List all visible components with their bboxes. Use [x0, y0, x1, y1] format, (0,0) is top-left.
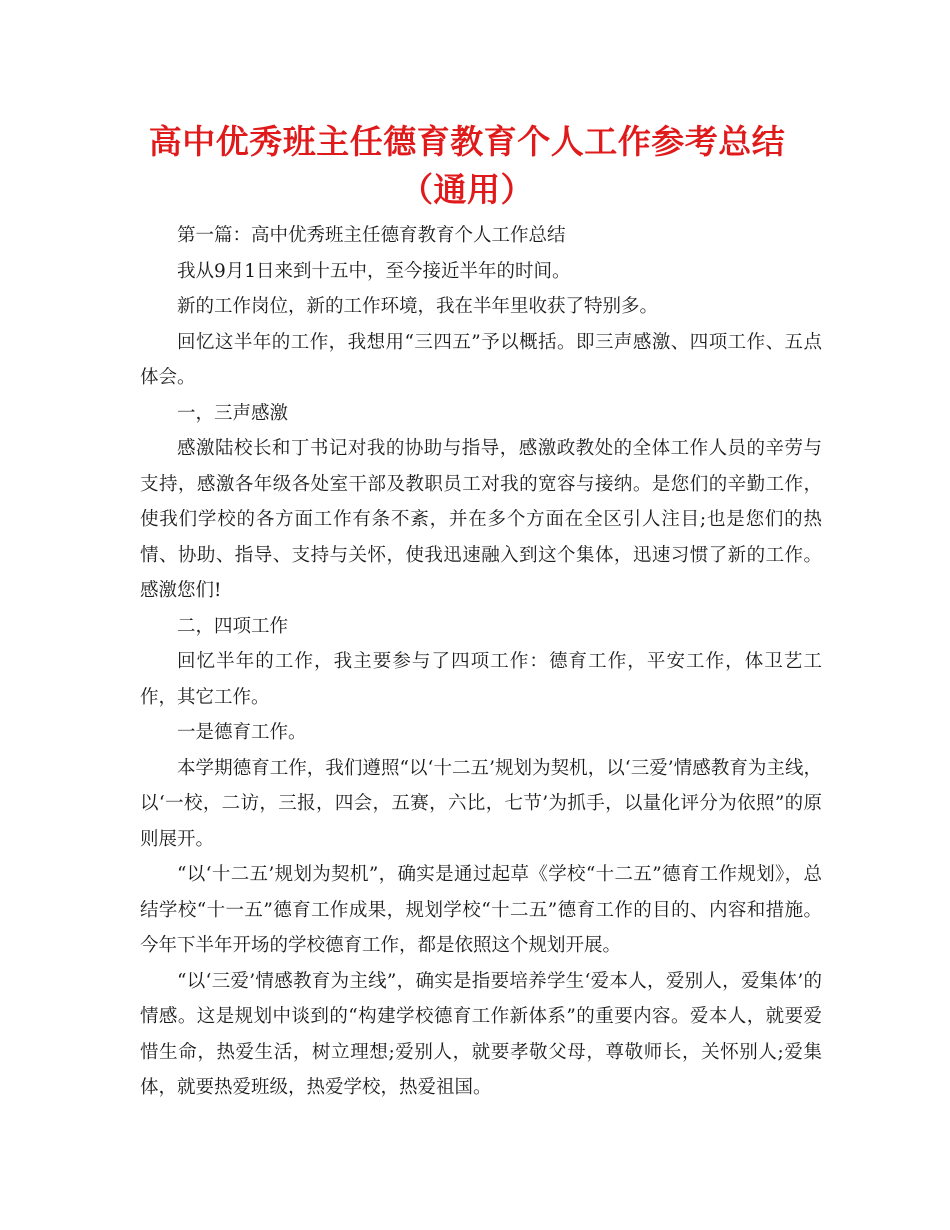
paragraph: 感激陆校长和丁书记对我的协助与指导，感激政教处的全体工作人员的辛劳与支持，感激各年级各处室干部及教职员工对我的宽容与接纳。是您们的辛勤工作，使我们学校的各方面工作有条不紊，并在多个方面在全区引人注目;也是您们的热情、协助、指导、支持与关怀，使我迅速融入到这个集体，迅速习惯了新的工作。感激您们!	[140, 438, 822, 601]
document-title: 高中优秀班主任德育教育个人工作参考总结（通用）	[148, 122, 786, 209]
paragraph-subheading: 一是德育工作。	[177, 722, 307, 743]
paragraph: “以‘三爱’情感教育为主线”，确实是指要培养学生‘爱本人，爱别人，爱集体’的情感。这是规划中谈到的“构建学校德育工作新体系”的重要内容。爱本人，就要爱惜生命，热爱生活，树立理想;爱别人，就要孝敬父母，尊敬师长，关怀别人;爱集体，就要热爱班级，热爱学校，热爱祖国。	[140, 970, 822, 1098]
paragraph: 本学期德育工作，我们遵照“以‘十二五’规划为契机，以‘三爱’情感教育为主线，以‘一校，二访，三报，四会，五赛，六比，七节’为抓手，以量化评分为依照”的原则展开。	[140, 757, 822, 850]
paragraph-subheading: 一，三声感激	[177, 402, 289, 424]
paragraph: “以‘十二五’规划为契机”，确实是通过起草《学校“十二五”德育工作规划》，总结学校“十一五”德育工作成果，规划学校“十二五”德育工作的目的、内容和措施。今年下半年开场的学校德育工作，都是依照这个规划开展。	[140, 864, 822, 956]
paragraph-section-heading: 第一篇：高中优秀班主任德育教育个人工作总结	[177, 225, 566, 246]
document-body	[140, 218, 822, 1106]
paragraph: 回忆这半年的工作，我想用“三四五”予以概括。即三声感激、四项工作、五点体会。	[140, 331, 822, 388]
paragraph: 新的工作岗位，新的工作环境，我在半年里收获了特别多。	[177, 296, 659, 317]
paragraph: 回忆半年的工作，我主要参与了四项工作：德育工作，平安工作，体卫艺工作，其它工作。	[140, 651, 822, 708]
paragraph-subheading: 二，四项工作	[177, 615, 289, 637]
document-page	[140, 118, 822, 1106]
paragraph: 我从9月1日来到十五中，至今接近半年的时间。	[177, 260, 571, 282]
